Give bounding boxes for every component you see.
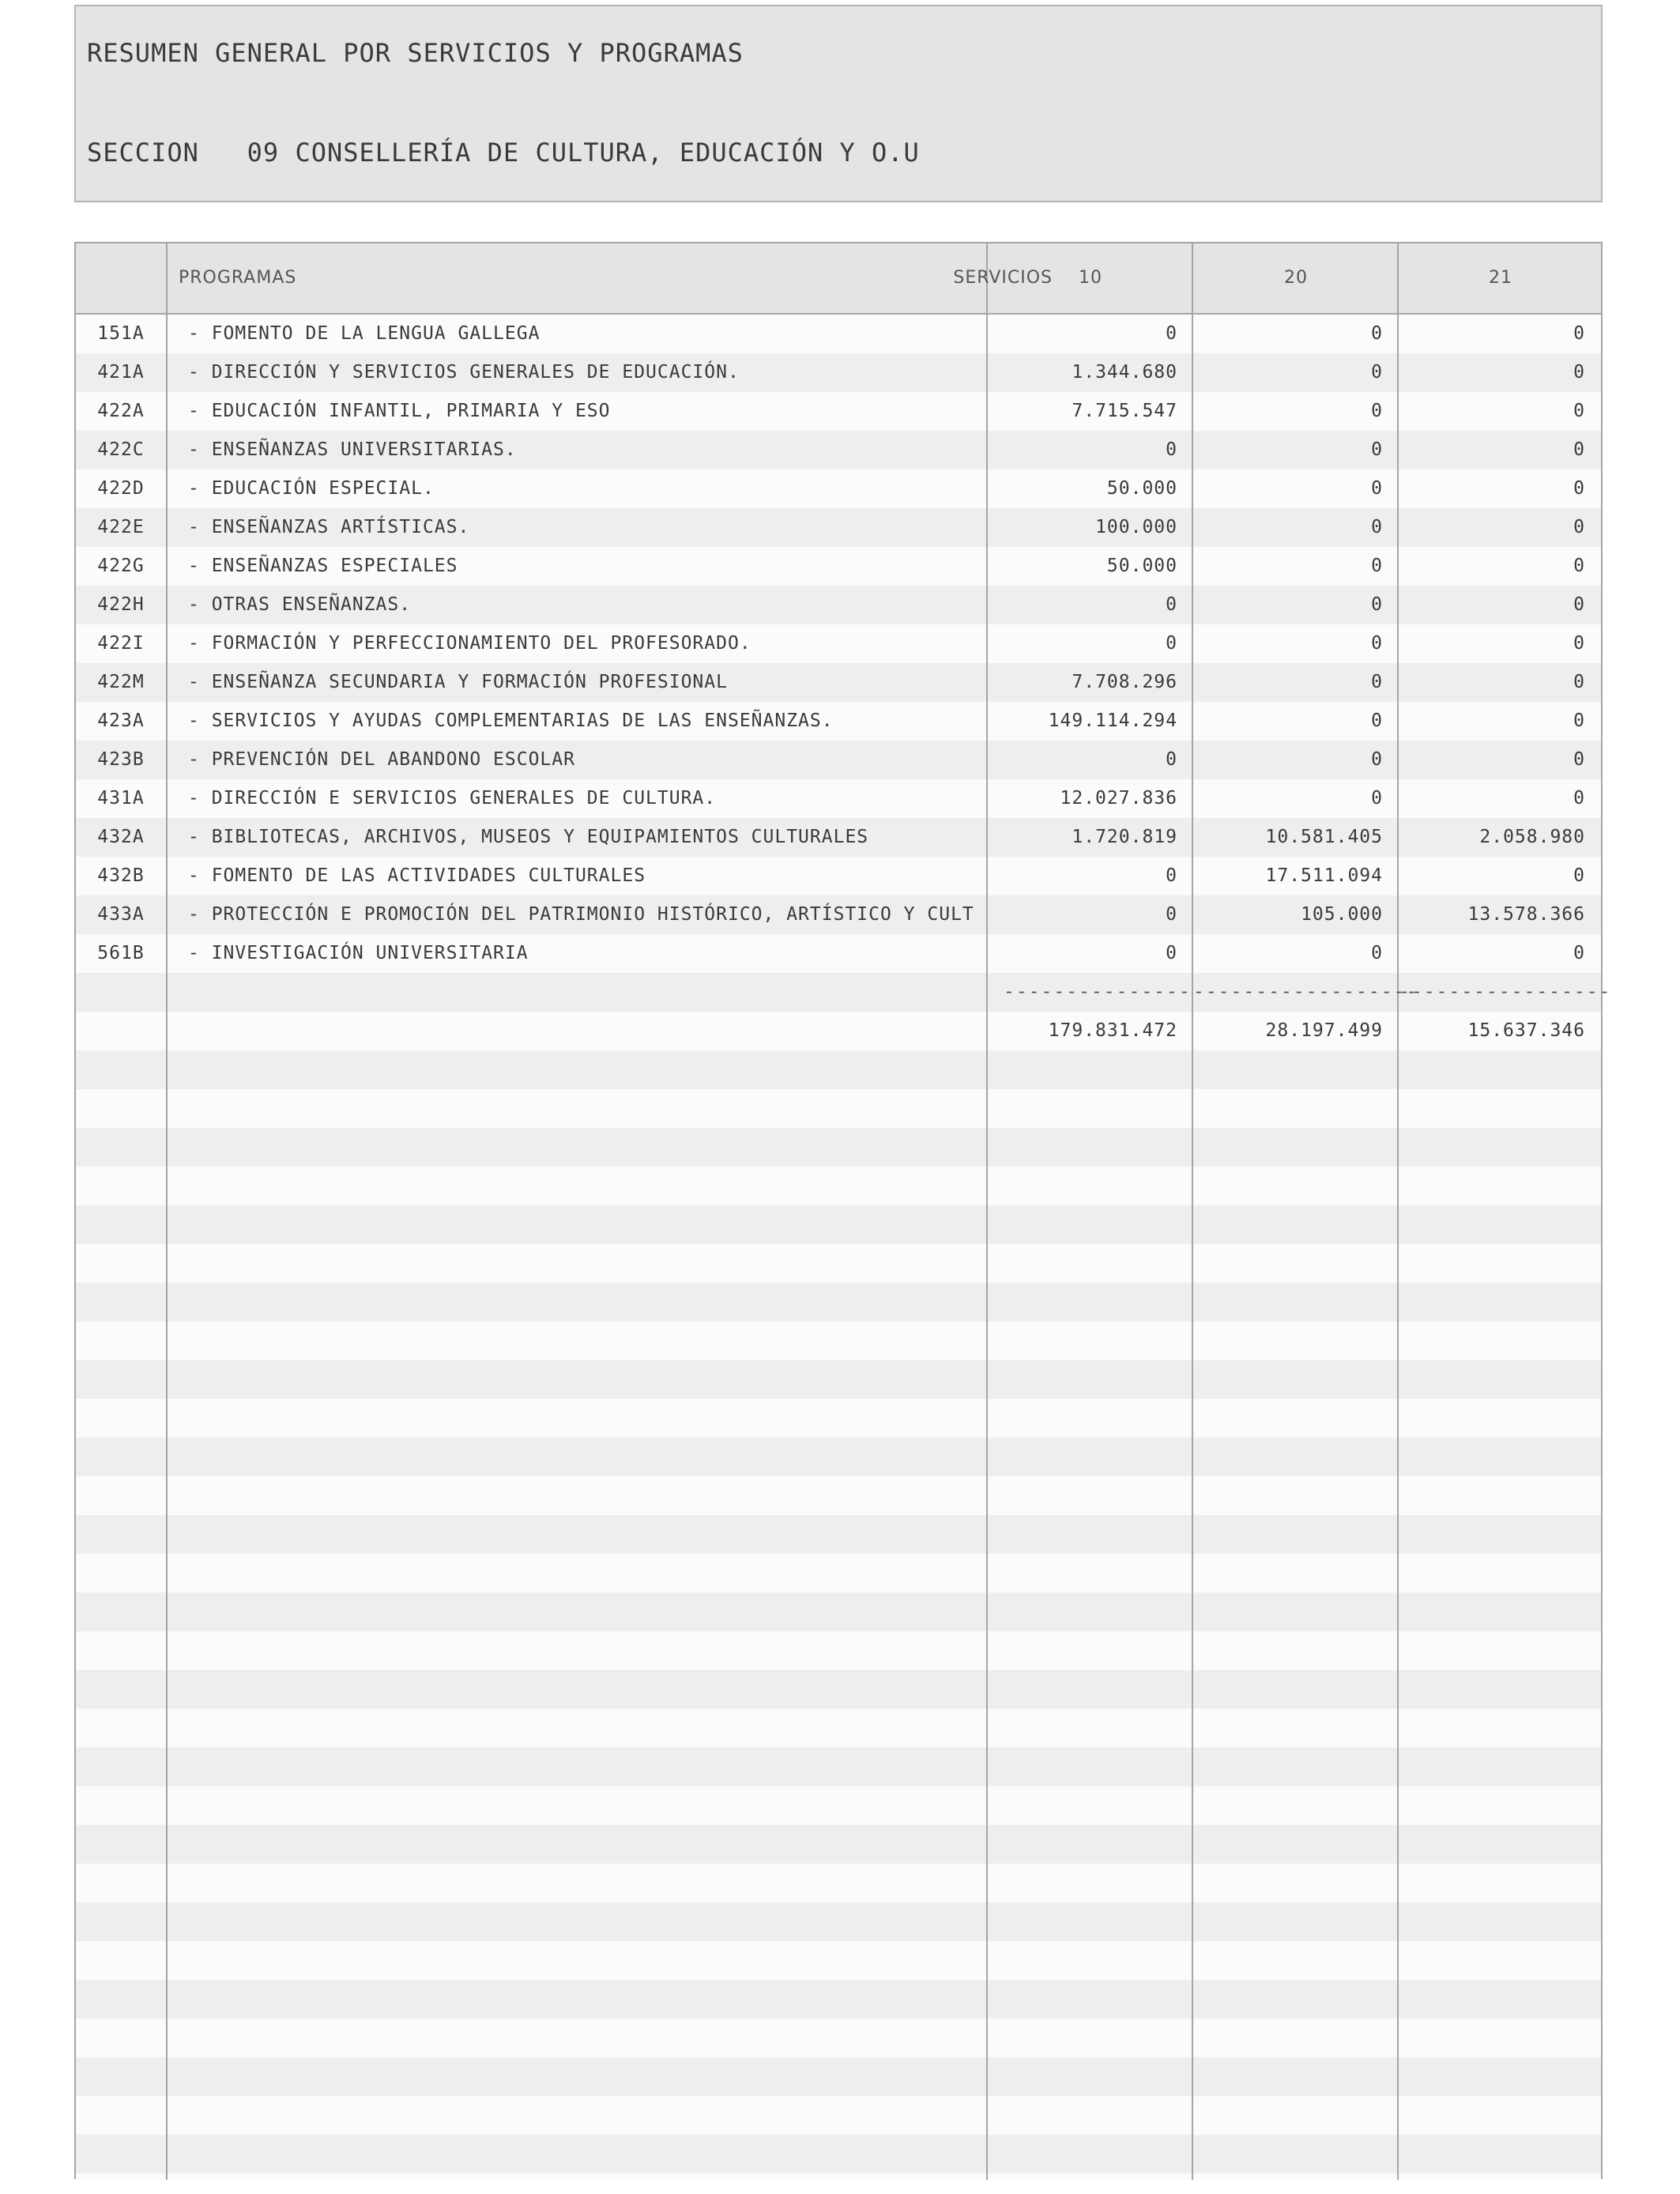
value-21: 0 xyxy=(1573,633,1585,654)
total-21: 15.637.346 xyxy=(1467,1020,1585,1041)
program-name: - DIRECCIÓN E SERVICIOS GENERALES DE CULTURA. xyxy=(188,788,717,809)
value-10: 0 xyxy=(1166,594,1177,615)
value-21: 0 xyxy=(1573,943,1585,963)
value-21: 0 xyxy=(1573,594,1585,615)
program-name: - ENSEÑANZAS ARTÍSTICAS. xyxy=(188,517,470,537)
program-name: - OTRAS ENSEÑANZAS. xyxy=(188,594,412,615)
program-name: - DIRECCIÓN Y SERVICIOS GENERALES DE EDUCACIÓN. xyxy=(188,362,740,383)
program-name: - ENSEÑANZAS ESPECIALES xyxy=(188,556,458,576)
value-20: 0 xyxy=(1371,478,1383,499)
value-20: 0 xyxy=(1371,749,1383,770)
table-row xyxy=(76,702,1601,741)
totals-row xyxy=(76,1012,1601,1050)
program-code: 423A xyxy=(97,711,145,731)
program-name: - EDUCACIÓN ESPECIAL. xyxy=(188,478,435,499)
table-row xyxy=(76,547,1601,586)
table-row xyxy=(76,315,1601,353)
value-10: 149.114.294 xyxy=(1048,711,1177,731)
program-code: 422C xyxy=(97,439,145,460)
value-20: 17.511.094 xyxy=(1265,865,1383,886)
value-10: 100.000 xyxy=(1095,517,1177,537)
table-row xyxy=(76,741,1601,779)
value-20: 0 xyxy=(1371,633,1383,654)
total-20: 28.197.499 xyxy=(1265,1020,1383,1041)
table-row xyxy=(76,353,1601,392)
column-header-programas: PROGRAMAS xyxy=(179,268,297,288)
value-10: 1.720.819 xyxy=(1072,827,1177,847)
value-20: 0 xyxy=(1371,711,1383,731)
value-10: 0 xyxy=(1166,633,1177,654)
separator-10: --------------- xyxy=(1004,982,1192,1002)
value-20: 105.000 xyxy=(1301,904,1383,925)
total-10: 179.831.472 xyxy=(1048,1020,1177,1041)
program-code: 422D xyxy=(97,478,145,499)
value-21: 0 xyxy=(1573,711,1585,731)
value-20: 0 xyxy=(1371,788,1383,809)
program-code: 432A xyxy=(97,827,145,847)
program-code: 423B xyxy=(97,749,145,770)
value-21: 0 xyxy=(1573,517,1585,537)
program-code: 433A xyxy=(97,904,145,925)
program-code: 561B xyxy=(97,943,145,963)
program-name: - INVESTIGACIÓN UNIVERSITARIA xyxy=(188,943,529,963)
program-code: 422A xyxy=(97,401,145,421)
value-10: 0 xyxy=(1166,749,1177,770)
value-20: 0 xyxy=(1371,556,1383,576)
separator-20: ------------------ xyxy=(1193,982,1419,1002)
program-code: 422E xyxy=(97,517,145,537)
value-20: 0 xyxy=(1371,439,1383,460)
table-row xyxy=(76,663,1601,702)
program-name: - EDUCACIÓN INFANTIL, PRIMARIA Y ESO xyxy=(188,401,611,421)
table-row xyxy=(76,392,1601,431)
program-name: - ENSEÑANZA SECUNDARIA Y FORMACIÓN PROFESIONAL xyxy=(188,672,728,692)
program-name: - FORMACIÓN Y PERFECCIONAMIENTO DEL PROFESORADO. xyxy=(188,633,751,654)
program-code: 422I xyxy=(97,633,145,654)
program-name: - BIBLIOTECAS, ARCHIVOS, MUSEOS Y EQUIPAMIENTOS CULTURALES xyxy=(188,827,869,847)
column-header-21: 21 xyxy=(1489,268,1512,288)
value-21: 0 xyxy=(1573,401,1585,421)
report-section: SECCION 09 CONSELLERÍA DE CULTURA, EDUCACIÓN Y O.U xyxy=(87,138,920,168)
report-title: RESUMEN GENERAL POR SERVICIOS Y PROGRAMAS xyxy=(87,38,744,68)
program-code: 422H xyxy=(97,594,145,615)
value-10: 0 xyxy=(1166,865,1177,886)
value-21: 0 xyxy=(1573,323,1585,344)
table-row xyxy=(76,431,1601,469)
program-name: - SERVICIOS Y AYUDAS COMPLEMENTARIAS DE LAS ENSEÑANZAS. xyxy=(188,711,834,731)
report-header xyxy=(74,5,1603,202)
value-20: 0 xyxy=(1371,323,1383,344)
table-row xyxy=(76,508,1601,547)
column-header-servicios: SERVICIOS xyxy=(953,268,1053,288)
value-21: 0 xyxy=(1573,362,1585,383)
value-21: 0 xyxy=(1573,556,1585,576)
value-10: 7.708.296 xyxy=(1072,672,1177,692)
value-20: 0 xyxy=(1371,362,1383,383)
value-21: 0 xyxy=(1573,749,1585,770)
value-10: 0 xyxy=(1166,904,1177,925)
value-21: 2.058.980 xyxy=(1479,827,1585,847)
table-row xyxy=(76,857,1601,895)
program-name: - FOMENTO DE LAS ACTIVIDADES CULTURALES xyxy=(188,865,646,886)
program-code: 431A xyxy=(97,788,145,809)
table-row xyxy=(76,469,1601,508)
separator-21: ----------------- xyxy=(1399,982,1612,1002)
value-20: 10.581.405 xyxy=(1265,827,1383,847)
table-row xyxy=(76,779,1601,818)
program-code: 422M xyxy=(97,672,145,692)
program-code: 421A xyxy=(97,362,145,383)
program-code: 432B xyxy=(97,865,145,886)
value-20: 0 xyxy=(1371,401,1383,421)
table-row xyxy=(76,586,1601,624)
program-name: - PROTECCIÓN E PROMOCIÓN DEL PATRIMONIO HISTÓRICO, ARTÍSTICO Y CULT xyxy=(188,904,974,925)
value-20: 0 xyxy=(1371,594,1383,615)
value-20: 0 xyxy=(1371,943,1383,963)
value-10: 0 xyxy=(1166,439,1177,460)
column-header-20: 20 xyxy=(1284,268,1308,288)
value-21: 0 xyxy=(1573,865,1585,886)
value-10: 7.715.547 xyxy=(1072,401,1177,421)
value-21: 13.578.366 xyxy=(1467,904,1585,925)
table-row xyxy=(76,934,1601,973)
value-10: 0 xyxy=(1166,943,1177,963)
column-divider xyxy=(166,243,168,315)
value-20: 0 xyxy=(1371,517,1383,537)
value-10: 50.000 xyxy=(1106,556,1177,576)
value-21: 0 xyxy=(1573,788,1585,809)
table-row xyxy=(76,818,1601,857)
table-header xyxy=(76,243,1601,315)
program-name: - ENSEÑANZAS UNIVERSITARIAS. xyxy=(188,439,517,460)
value-21: 0 xyxy=(1573,478,1585,499)
program-code: 422G xyxy=(97,556,145,576)
value-10: 1.344.680 xyxy=(1072,362,1177,383)
column-header-10: 10 xyxy=(1079,268,1102,288)
value-21: 0 xyxy=(1573,672,1585,692)
table-body xyxy=(76,315,1612,2180)
value-10: 0 xyxy=(1166,323,1177,344)
summary-table xyxy=(74,242,1612,2179)
program-name: - PREVENCIÓN DEL ABANDONO ESCOLAR xyxy=(188,749,575,770)
value-10: 12.027.836 xyxy=(1060,788,1177,809)
value-10: 50.000 xyxy=(1106,478,1177,499)
table-row xyxy=(76,895,1601,934)
program-name: - FOMENTO DE LA LENGUA GALLEGA xyxy=(188,323,541,344)
table-row xyxy=(76,624,1601,663)
separator-row xyxy=(76,973,1612,1012)
program-code: 151A xyxy=(97,323,145,344)
value-20: 0 xyxy=(1371,672,1383,692)
value-21: 0 xyxy=(1573,439,1585,460)
